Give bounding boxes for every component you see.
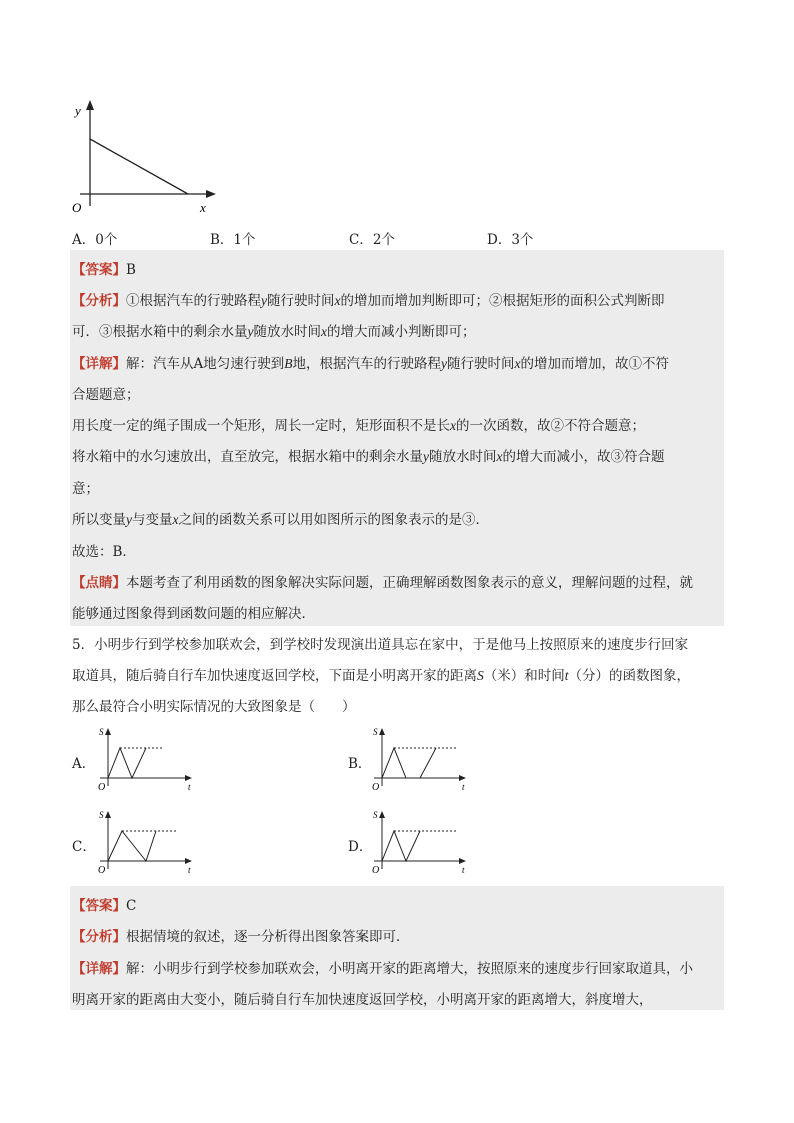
q5-question-line3: 那么最符合小明实际情况的大致图象是（ ） — [72, 699, 356, 715]
x-axis-arrow — [206, 190, 216, 198]
q4-detail-line3: 用长度一定的绳子围成一个矩形，周长一定时，矩形面积不是长x的一次函数，故②不符合题意； — [72, 418, 645, 434]
q4-detail-line6: 所以变量y与变量x之间的函数关系可以用如图所示的图象表示的是③． — [72, 512, 489, 528]
graph-path — [108, 831, 156, 861]
axis-s-label: S — [373, 810, 378, 820]
q4-analysis-line1: 【分析】①根据汽车的行驶路程y随行驶时间x的增加而增加判断即可；②根据矩形的面积公式判断即 — [72, 293, 665, 309]
y-axis-arrow — [379, 811, 385, 818]
y-axis-arrow — [86, 100, 94, 110]
y-axis-arrow — [105, 728, 111, 735]
axis-t-label: t — [188, 865, 191, 875]
origin-label: O — [372, 782, 380, 793]
axis-y-label: y — [75, 103, 81, 118]
q4-answer: 【答案】B — [72, 262, 136, 278]
graph-path — [382, 748, 436, 778]
top-graph — [66, 96, 226, 218]
origin-label: O — [72, 200, 82, 215]
q5-question-line2: 取道具，随后骑自行车加快速度返回学校，下面是小明离开家的距离S（米）和时间t（分）的函数图象， — [72, 668, 691, 684]
y-axis-arrow — [379, 728, 385, 735]
option-c: C．2个 — [349, 232, 395, 248]
function-line — [90, 139, 188, 194]
x-axis-arrow — [459, 858, 466, 864]
graph-path — [108, 748, 146, 778]
q5-option-a-letter: A． — [72, 756, 96, 772]
q5-option-d-letter: D． — [348, 839, 373, 855]
origin-label: O — [98, 865, 106, 876]
option-a: A．0个 — [72, 232, 118, 248]
origin-label: O — [98, 782, 106, 793]
axis-t-label: t — [188, 782, 191, 792]
axis-t-label: t — [462, 782, 465, 792]
q4-comment-line2: 能够通过图象得到函数问题的相应解决． — [72, 606, 315, 622]
x-axis-arrow — [185, 858, 192, 864]
q4-analysis-line2: 可．③根据水箱中的剩余水量y随放水时间x的增大而减小判断即可； — [72, 324, 476, 340]
y-axis-arrow — [105, 811, 111, 818]
q5-option-c-letter: C． — [72, 839, 96, 855]
q5-answer: 【答案】C — [72, 898, 137, 914]
axis-s-label: S — [99, 727, 104, 737]
q4-detail-line2: 合题题意； — [72, 387, 140, 403]
graph-path — [382, 831, 420, 861]
axis-s-label: S — [373, 727, 378, 737]
option-b: B．1个 — [210, 232, 256, 248]
q5-option-b-letter: B． — [348, 756, 372, 772]
q5-detail-line2: 明离开家的距离由大变小，随后骑自行车加快速度返回学校，小明离开家的距离增大，斜度增大， — [72, 992, 653, 1008]
q5-analysis: 【分析】根据情境的叙述，逐一分析得出图象答案即可． — [72, 929, 410, 945]
q4-detail-line1: 【详解】解：汽车从A地匀速行驶到B地，根据汽车的行驶路程y随行驶时间x的增加而增加，故①不符 — [72, 356, 669, 372]
origin-label: O — [372, 865, 380, 876]
x-axis-arrow — [185, 775, 192, 781]
axis-s-label: S — [99, 810, 104, 820]
q4-choose: 故选：B． — [72, 544, 136, 560]
q5-graph-a — [90, 722, 200, 796]
option-d: D．3个 — [487, 232, 534, 248]
q4-detail-line4: 将水箱中的水匀速放出，直至放完，根据水箱中的剩余水量y随放水时间x的增大而减小，故③符合题 — [72, 449, 665, 465]
q4-comment-line1: 【点睛】本题考查了利用函数的图象解决实际问题，正确理解函数图象表示的意义，理解问题的过程，就 — [72, 575, 693, 591]
q5-graph-d — [364, 805, 474, 879]
q5-graph-c — [90, 805, 200, 879]
q5-question-line1: 5．小明步行到学校参加联欢会，到学校时发现演出道具忘在家中，于是他马上按照原来的速度步行回家 — [72, 637, 689, 653]
q4-detail-line5: 意； — [72, 481, 99, 497]
q5-detail-line1: 【详解】解：小明步行到学校参加联欢会，小明离开家的距离增大，按照原来的速度步行回家取道具，小 — [72, 961, 693, 977]
x-axis-arrow — [459, 775, 466, 781]
q5-graph-b — [364, 722, 474, 796]
axis-x-label: x — [200, 200, 206, 215]
axis-t-label: t — [462, 865, 465, 875]
